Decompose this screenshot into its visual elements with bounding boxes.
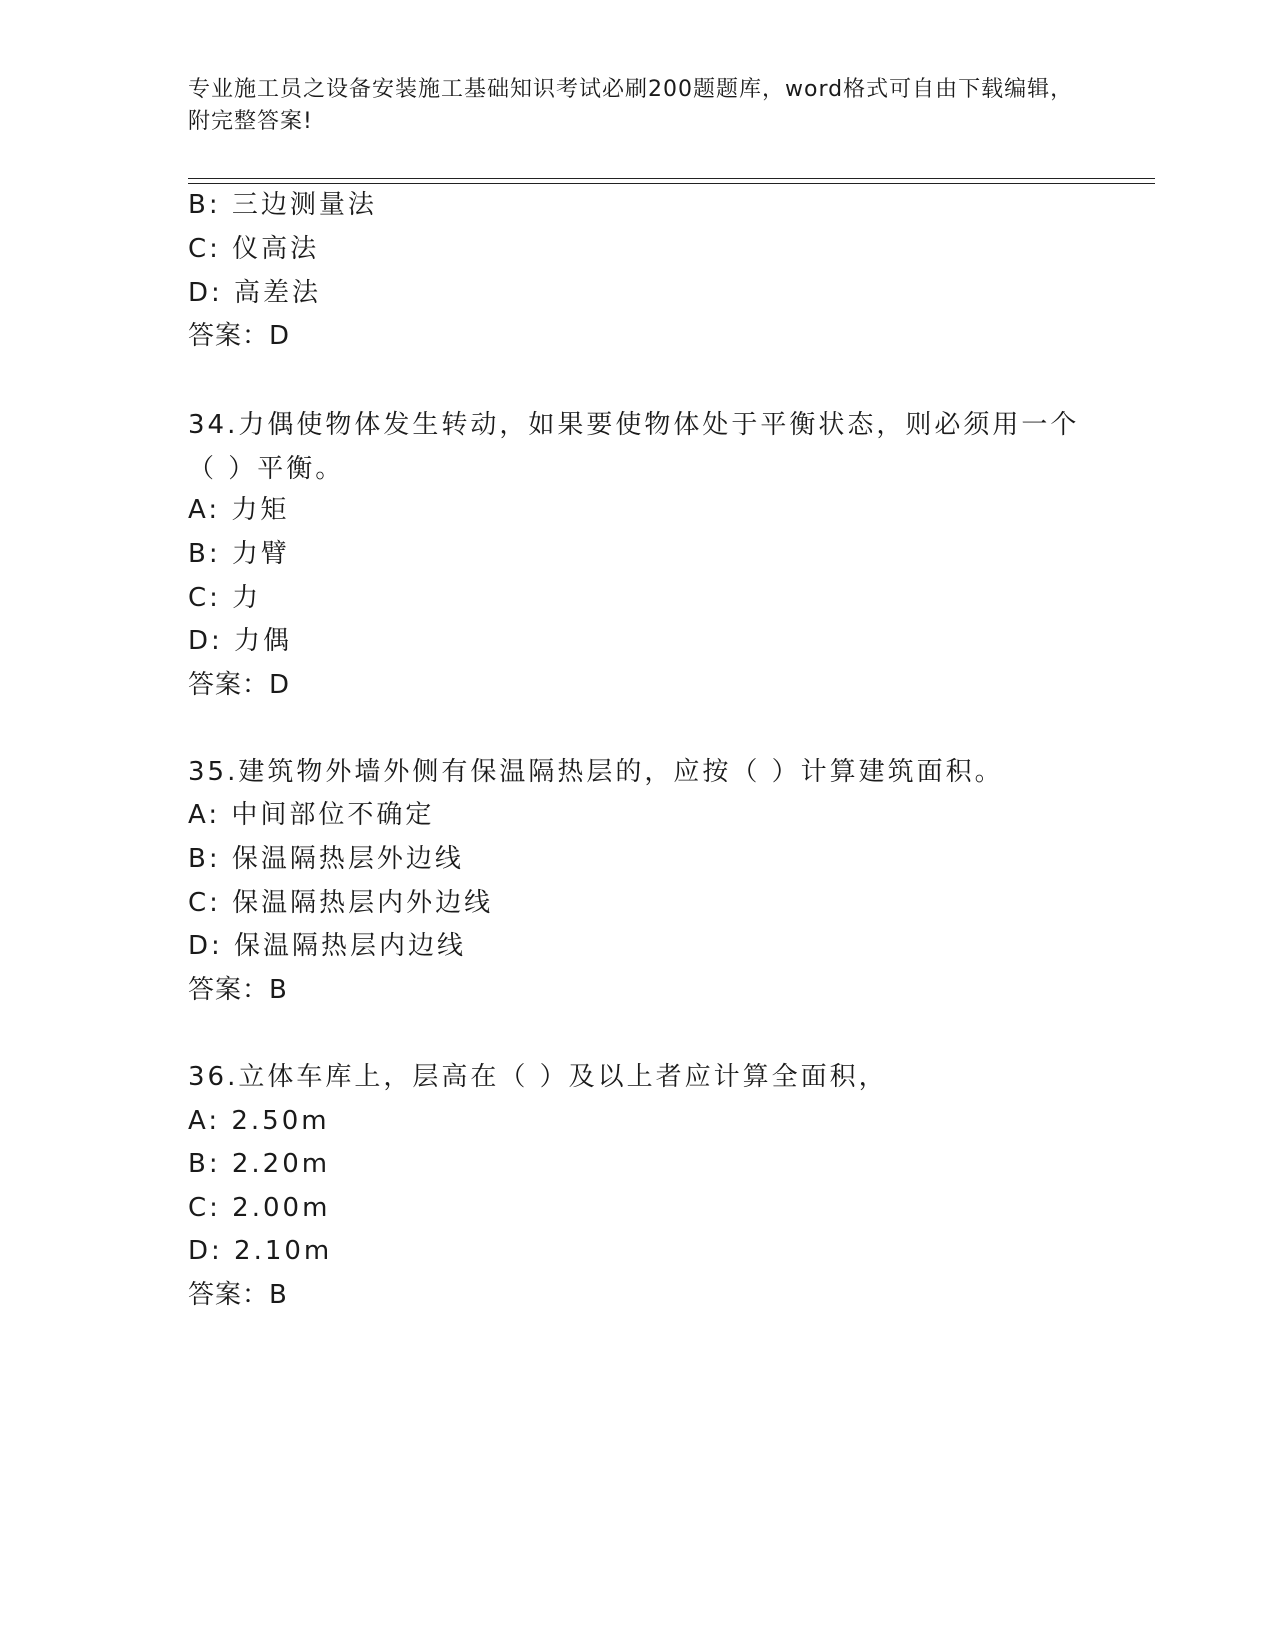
answer-line: 答案：B: [188, 1280, 288, 1310]
option-c: C: 2.00m: [188, 1193, 331, 1223]
option-d: D: 保温隔热层内边线: [188, 931, 467, 961]
option-c: C: 力: [188, 583, 262, 613]
option-d: D: 力偶: [188, 626, 293, 656]
option-d: D: 2.10m: [188, 1236, 333, 1266]
header-divider-bottom: [188, 183, 1155, 184]
header-divider-top: [188, 178, 1155, 179]
option-b: B: 力臂: [188, 539, 290, 569]
option-b: B: 三边测量法: [188, 190, 377, 220]
question-text: 36.立体车库上，层高在（ ）及以上者应计算全面积，: [188, 1062, 888, 1092]
answer-line: 答案：B: [188, 975, 288, 1005]
option-a: A: 2.50m: [188, 1106, 330, 1136]
document-header: 专业施工员之设备安装施工基础知识考试必刷200题题库，word格式可自由下载编辑，附完整答案!: [188, 77, 1074, 134]
question-text: 35.建筑物外墙外侧有保温隔热层的，应按（ ）计算建筑面积。: [188, 757, 1004, 787]
question-text: 34.力偶使物体发生转动，如果要使物体处于平衡状态，则必须用一个（ ）平衡。: [188, 410, 1080, 484]
option-a: A: 中间部位不确定: [188, 800, 435, 830]
answer-line: 答案：D: [188, 670, 291, 700]
option-d: D: 高差法: [188, 278, 322, 308]
answer-line: 答案：D: [188, 321, 291, 351]
option-b: B: 保温隔热层外边线: [188, 844, 464, 874]
option-a: A: 力矩: [188, 495, 290, 525]
option-c: C: 仪高法: [188, 234, 320, 264]
option-b: B: 2.20m: [188, 1149, 331, 1179]
option-c: C: 保温隔热层内外边线: [188, 888, 494, 918]
